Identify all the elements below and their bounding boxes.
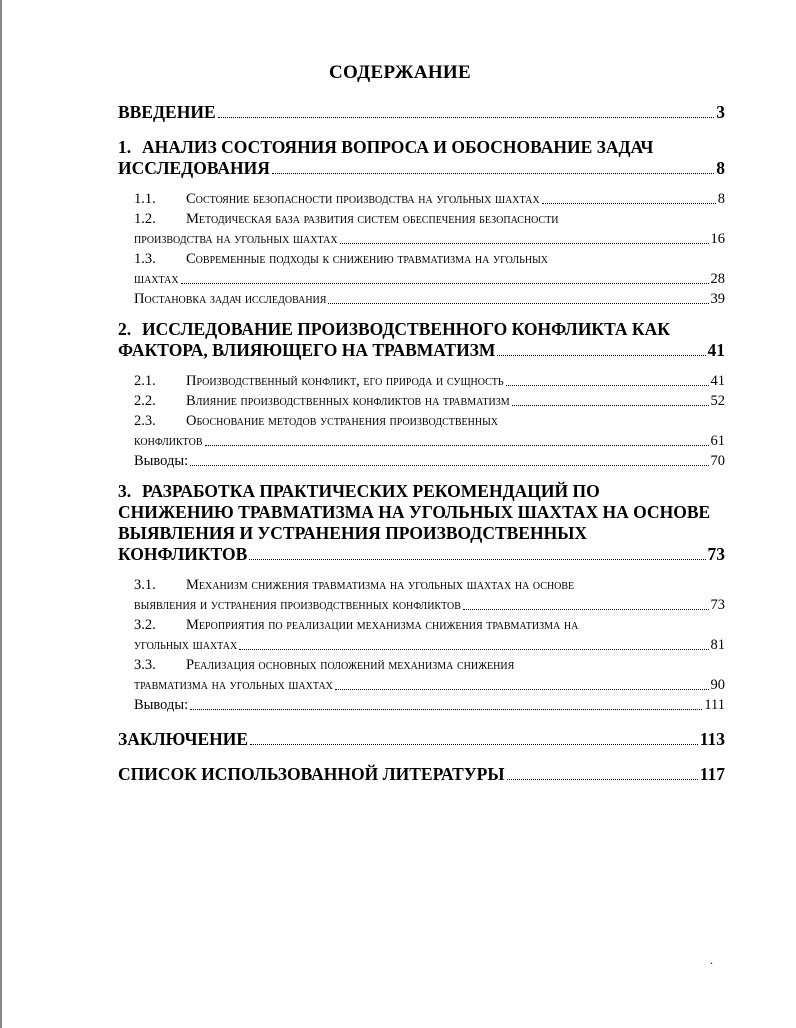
toc-page-number: 73 [707, 544, 725, 564]
toc-entry-label: ЗАКЛЮЧЕНИЕ [118, 729, 249, 749]
toc-section-1-3-cont[interactable] [118, 269, 725, 289]
toc-chapter-2-line1[interactable] [118, 319, 725, 340]
toc-page-number: 16 [710, 231, 725, 247]
page-title: СОДЕРЖАНИЕ [329, 62, 471, 83]
toc-section-2-3[interactable] [118, 411, 725, 431]
toc-page-number: 73 [710, 597, 725, 613]
leader-dots [272, 173, 714, 174]
section-title: Выводы: [134, 453, 189, 469]
toc-chapter-1-line2[interactable] [118, 158, 725, 179]
leader-dots [205, 445, 709, 446]
toc-section-3-1-cont[interactable] [118, 595, 725, 615]
toc-section-3-4[interactable] [118, 695, 725, 715]
toc-section-2-3-cont[interactable] [118, 431, 725, 451]
toc-section-1-3[interactable] [118, 249, 725, 269]
chapter-number: 3. [118, 481, 132, 501]
chapter-title-cont: КОНФЛИКТОВ [118, 544, 248, 564]
section-title-cont: шахтах [134, 271, 179, 287]
section-title: Постановка задач исследования [134, 291, 327, 307]
section-title: Современные подходы к снижению травматизма на угольных [186, 251, 549, 267]
toc-section-3-2-cont[interactable] [118, 635, 725, 655]
leader-dots [328, 303, 708, 304]
chapter-title: ИССЛЕДОВАНИЕ ПРОИЗВОДСТВЕННОГО КОНФЛИКТА КАК [142, 319, 670, 339]
leader-dots [507, 779, 698, 780]
chapter-title-cont: ВЫЯВЛЕНИЯ И УСТРАНЕНИЯ ПРОИЗВОДСТВЕННЫХ [118, 523, 588, 543]
footer-mark: . [710, 953, 713, 967]
toc-entry-intro[interactable] [118, 102, 725, 123]
toc-section-2-4[interactable] [118, 451, 725, 471]
leader-dots [181, 283, 709, 284]
chapter-number: 1. [118, 137, 132, 157]
chapter-title: АНАЛИЗ СОСТОЯНИЯ ВОПРОСА И ОБОСНОВАНИЕ ЗАДАЧ [142, 137, 654, 157]
leader-dots [335, 689, 709, 690]
toc-section-2-1[interactable] [118, 371, 725, 391]
toc-chapter-3-line3[interactable] [118, 523, 725, 544]
leader-dots [542, 203, 716, 204]
toc-page-number: 117 [699, 764, 725, 784]
table-of-contents [118, 102, 725, 785]
section-number: 1.3. [134, 251, 156, 267]
section-title: Влияние производственных конфликтов на травматизм [186, 393, 510, 409]
section-title-cont: конфликтов [134, 433, 203, 449]
section-title: Выводы: [134, 697, 189, 713]
toc-chapter-1-line1[interactable] [118, 137, 725, 158]
toc-chapter-3-line4[interactable] [118, 544, 725, 565]
toc-page-number: 111 [704, 697, 725, 713]
toc-section-1-4[interactable] [118, 289, 725, 309]
leader-dots [506, 385, 709, 386]
toc-section-3-2[interactable] [118, 615, 725, 635]
toc-page-number: 81 [710, 637, 725, 653]
section-number: 2.2. [134, 393, 156, 409]
section-title: Состояние безопасности производства на угольных шахтах [186, 191, 540, 207]
section-number: 2.1. [134, 373, 156, 389]
section-number: 3.1. [134, 577, 156, 593]
leader-dots [463, 609, 709, 610]
toc-entry-references[interactable] [118, 764, 725, 785]
toc-section-2-2[interactable] [118, 391, 725, 411]
toc-page-number: 90 [710, 677, 725, 693]
toc-page-number: 3 [716, 102, 725, 122]
section-number: 3.3. [134, 657, 156, 673]
toc-section-1-2[interactable] [118, 209, 725, 229]
section-title: Производственный конфликт, его природа и сущность [186, 373, 504, 389]
section-number: 1.1. [134, 191, 156, 207]
chapter-title-cont: ИССЛЕДОВАНИЯ [118, 158, 270, 178]
section-title: Реализация основных положений механизма снижения [186, 657, 515, 673]
section-title-cont: производства на угольных шахтах [134, 231, 338, 247]
section-title: Методическая база развития систем обеспечения безопасности [186, 211, 559, 227]
toc-section-3-3-cont[interactable] [118, 675, 725, 695]
section-title: Механизм снижения травматизма на угольных шахтах на основе [186, 577, 575, 593]
toc-entry-label: ВВЕДЕНИЕ [118, 102, 216, 122]
toc-chapter-3-line2[interactable] [118, 502, 725, 523]
leader-dots [218, 117, 715, 118]
leader-dots [249, 559, 705, 560]
toc-page-number: 70 [710, 453, 725, 469]
toc-page-number: 39 [710, 291, 725, 307]
toc-page-number: 52 [710, 393, 725, 409]
toc-page-number: 41 [710, 373, 725, 389]
section-title: Мероприятия по реализации механизма снижения травматизма на [186, 617, 579, 633]
toc-section-1-2-cont[interactable] [118, 229, 725, 249]
toc-entry-label: СПИСОК ИСПОЛЬЗОВАННОЙ ЛИТЕРАТУРЫ [118, 764, 505, 784]
toc-page-number: 61 [710, 433, 725, 449]
toc-section-3-3[interactable] [118, 655, 725, 675]
toc-page-number: 28 [710, 271, 725, 287]
section-number: 1.2. [134, 211, 156, 227]
chapter-title-cont: ФАКТОРА, ВЛИЯЮЩЕГО НА ТРАВМАТИЗМ [118, 340, 496, 360]
chapter-title-cont: СНИЖЕНИЮ ТРАВМАТИЗМА НА УГОЛЬНЫХ ШАХТАХ НА ОСНОВЕ [118, 502, 711, 522]
leader-dots [190, 465, 708, 466]
toc-chapter-2-line2[interactable] [118, 340, 725, 361]
toc-page-number: 113 [699, 729, 725, 749]
section-number: 2.3. [134, 413, 156, 429]
chapter-number: 2. [118, 319, 132, 339]
leader-dots [239, 649, 708, 650]
leader-dots [340, 243, 709, 244]
toc-page-number: 8 [716, 158, 725, 178]
toc-entry-conclusion[interactable] [118, 729, 725, 750]
leader-dots [190, 709, 702, 710]
section-title-cont: травматизма на угольных шахтах [134, 677, 333, 693]
section-title: Обоснование методов устранения производственных [186, 413, 499, 429]
chapter-title: РАЗРАБОТКА ПРАКТИЧЕСКИХ РЕКОМЕНДАЦИЙ ПО [142, 481, 600, 501]
section-number: 3.2. [134, 617, 156, 633]
section-title-cont: угольных шахтах [134, 637, 238, 653]
leader-dots [250, 744, 698, 745]
toc-page-number: 41 [707, 340, 725, 360]
toc-section-3-1[interactable] [118, 575, 725, 595]
toc-chapter-3-line1[interactable] [118, 481, 725, 502]
toc-section-1-1[interactable] [118, 189, 725, 209]
leader-dots [497, 355, 705, 356]
section-title-cont: выявления и устранения производственных конфликтов [134, 597, 461, 613]
toc-page-number: 8 [717, 191, 725, 207]
leader-dots [512, 405, 709, 406]
